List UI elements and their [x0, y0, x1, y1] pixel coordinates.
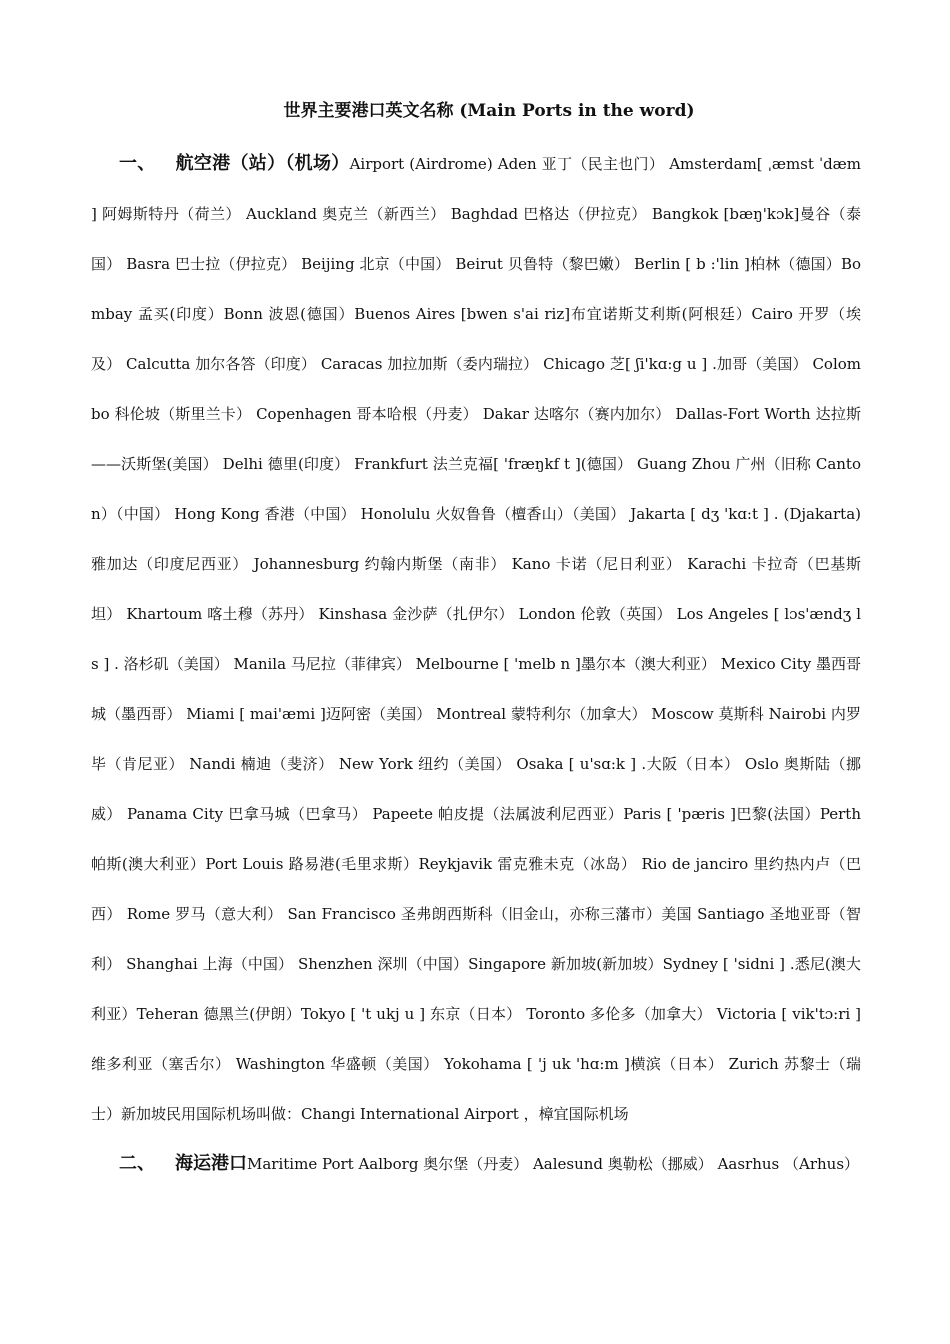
document-body [91, 139, 861, 1189]
section-seaports [91, 1139, 861, 1189]
section-text: Maritime Port Aalborg 奥尔堡（丹麦） Aalesund 奥勒松（挪威） Aasrhus （Arhus） [247, 1155, 860, 1173]
section-heading [91, 153, 350, 174]
section-airports [91, 139, 861, 1139]
section-heading [91, 1153, 247, 1174]
page-title: 世界主要港口英文名称 (Main Ports in the word) [283, 101, 695, 121]
section-number: 二、 [119, 1153, 155, 1174]
section-title: 海运港口 [175, 1153, 247, 1174]
section-number: 一、 [119, 153, 156, 174]
section-title: 航空港（站）（机场） [175, 153, 350, 174]
section-text: Airport (Airdrome) Aden 亚丁（民主也门） Amsterdam[ ˌæmst ˈdæm ] 阿姆斯特丹（荷兰） Auckland 奥克兰（新西兰） Baghdad 巴格达（伊拉克） Bangkok [bæŋ'kɔk]曼谷（泰国） Basra 巴士拉（伊拉克） Beijing 北京（中国） Beirut 贝鲁特（黎巴嫩） Berlin [ b :'lin ]柏林（德国）Bombay 孟买(印度）Bonn 波恩(德国）Buenos Aires [bwen s'ai riz]布宜诺斯艾利斯(阿根廷）Cairo 开罗（埃及） Calcutta 加尔各答（印度） Caracas 加拉加斯（委内瑞拉） Chicago 芝[ ʃi'kɑ:g u ] .加哥（美国） Colombo 科伦坡（斯里兰卡） Copenhagen 哥本哈根（丹麦） Dakar 达喀尔（赛内加尔） Dallas-Fort Worth 达拉斯——沃斯堡(美国） Delhi 德里(印度） Frankfurt 法兰克福[ 'fræŋkf t ](德国） Guang Zhou 广州（旧称 Canton）（中国） Hong Kong 香港（中国） Honolulu 火奴鲁鲁（檀香山）（美国） Jakarta [ dʒ 'kɑ:t ] . (Djakarta)雅加达（印度尼西亚） Johannesburg 约翰内斯堡（南非） Kano 卡诺（尼日利亚） Karachi 卡拉奇（巴基斯坦） Khartoum 喀土穆（苏丹） Kinshasa 金沙萨（扎伊尔） London 伦敦（英国） Los Angeles [ lɔs'ændʒ l s ] . 洛杉矶（美国） Manila 马尼拉（菲律宾） Melbourne [ 'melb n ]墨尔本（澳大利亚） Mexico City 墨西哥城（墨西哥） Miami [ mai'æmi ]迈阿密（美国） Montreal 蒙特利尔（加拿大） Moscow 莫斯科 Nairobi 内罗毕（肯尼亚） Nandi 楠迪（斐济） New York 纽约（美国） Osaka [ u'sɑ:k ] .大阪（日本） Oslo 奥斯陆（挪威） Panama City 巴拿马城（巴拿马） Papeete 帕皮提（法属波利尼西亚）Paris [ 'pæris ]巴黎(法国）Perth 帕斯(澳大利亚）Port Louis 路易港(毛里求斯）Reykjavik 雷克雅未克（冰岛） Rio de janciro 里约热内卢（巴西） Rome 罗马（意大利） San Francisco 圣弗朗西斯科（旧金山，亦称三藩市）美国 Santiago 圣地亚哥（智利） Shanghai 上海（中国） Shenzhen 深圳（中国）Singapore 新加坡(新加坡）Sydney [ 'sidni ] .悉尼(澳大利亚）Teheran 德黑兰(伊朗）Tokyo [ 't ukj u ] 东京（日本） Toronto 多伦多（加拿大） Victoria [ vik'tɔ:ri ]维多利亚（塞舌尔） Washington 华盛顿（美国） Yokohama [ 'j uk 'hɑ:m ]横滨（日本） Zurich 苏黎士（瑞士）新加坡民用国际机场叫做：Changi International Airport ，樟宜国际机场 [91, 155, 862, 1123]
